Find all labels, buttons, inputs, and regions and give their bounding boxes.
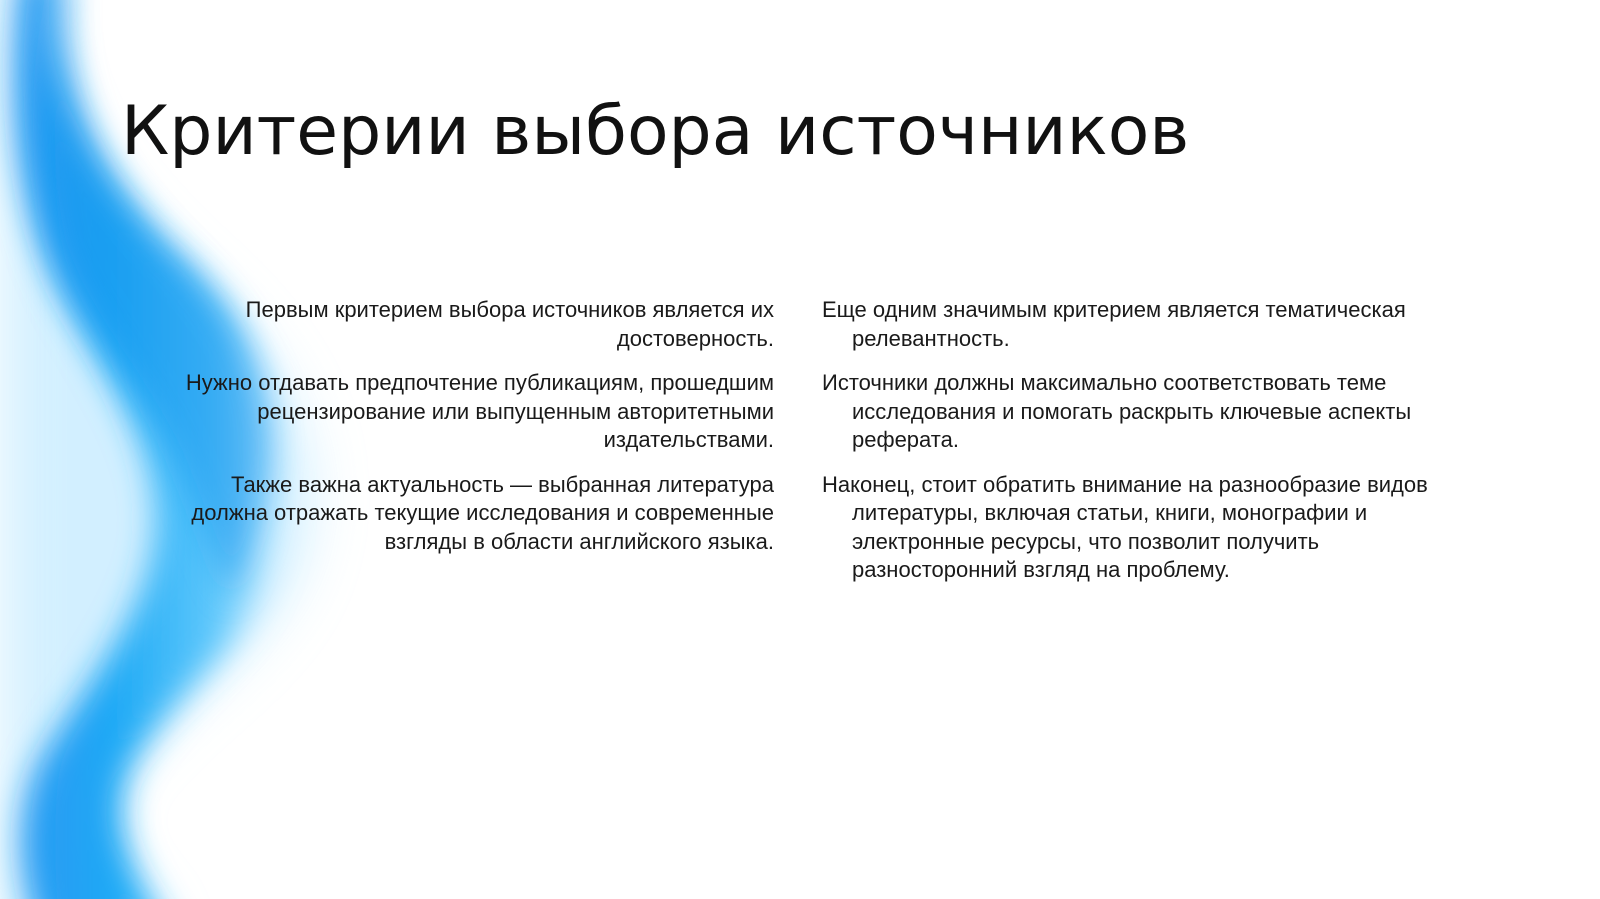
left-paragraph-3: Также важна актуальность — выбранная литература должна отражать текущие исследования и современные взгляды в области английского языка. [191,471,774,554]
right-paragraph-1: Еще одним значимым критерием является тематическая релевантность. [822,297,1406,351]
slide-title: Критерии выбора источников [121,92,1190,171]
right-column [822,296,1482,601]
left-column [160,296,774,572]
left-paragraph-1: Первым критерием выбора источников является их достоверность. [245,297,774,351]
right-paragraph-2: Источники должны максимально соответствовать теме исследования и помогать раскрыть ключевые аспекты реферата. [822,370,1412,452]
right-paragraph-3: Наконец, стоит обратить внимание на разнообразие видов литературы, включая статьи, книги, монографии и электронные ресурсы, что позволит получить разносторонний взгляд на проблему. [822,471,1428,582]
left-paragraph-2: Нужно отдавать предпочтение публикациям, прошедшим рецензирование или выпущенным авторитетными издательствами. [185,370,774,452]
